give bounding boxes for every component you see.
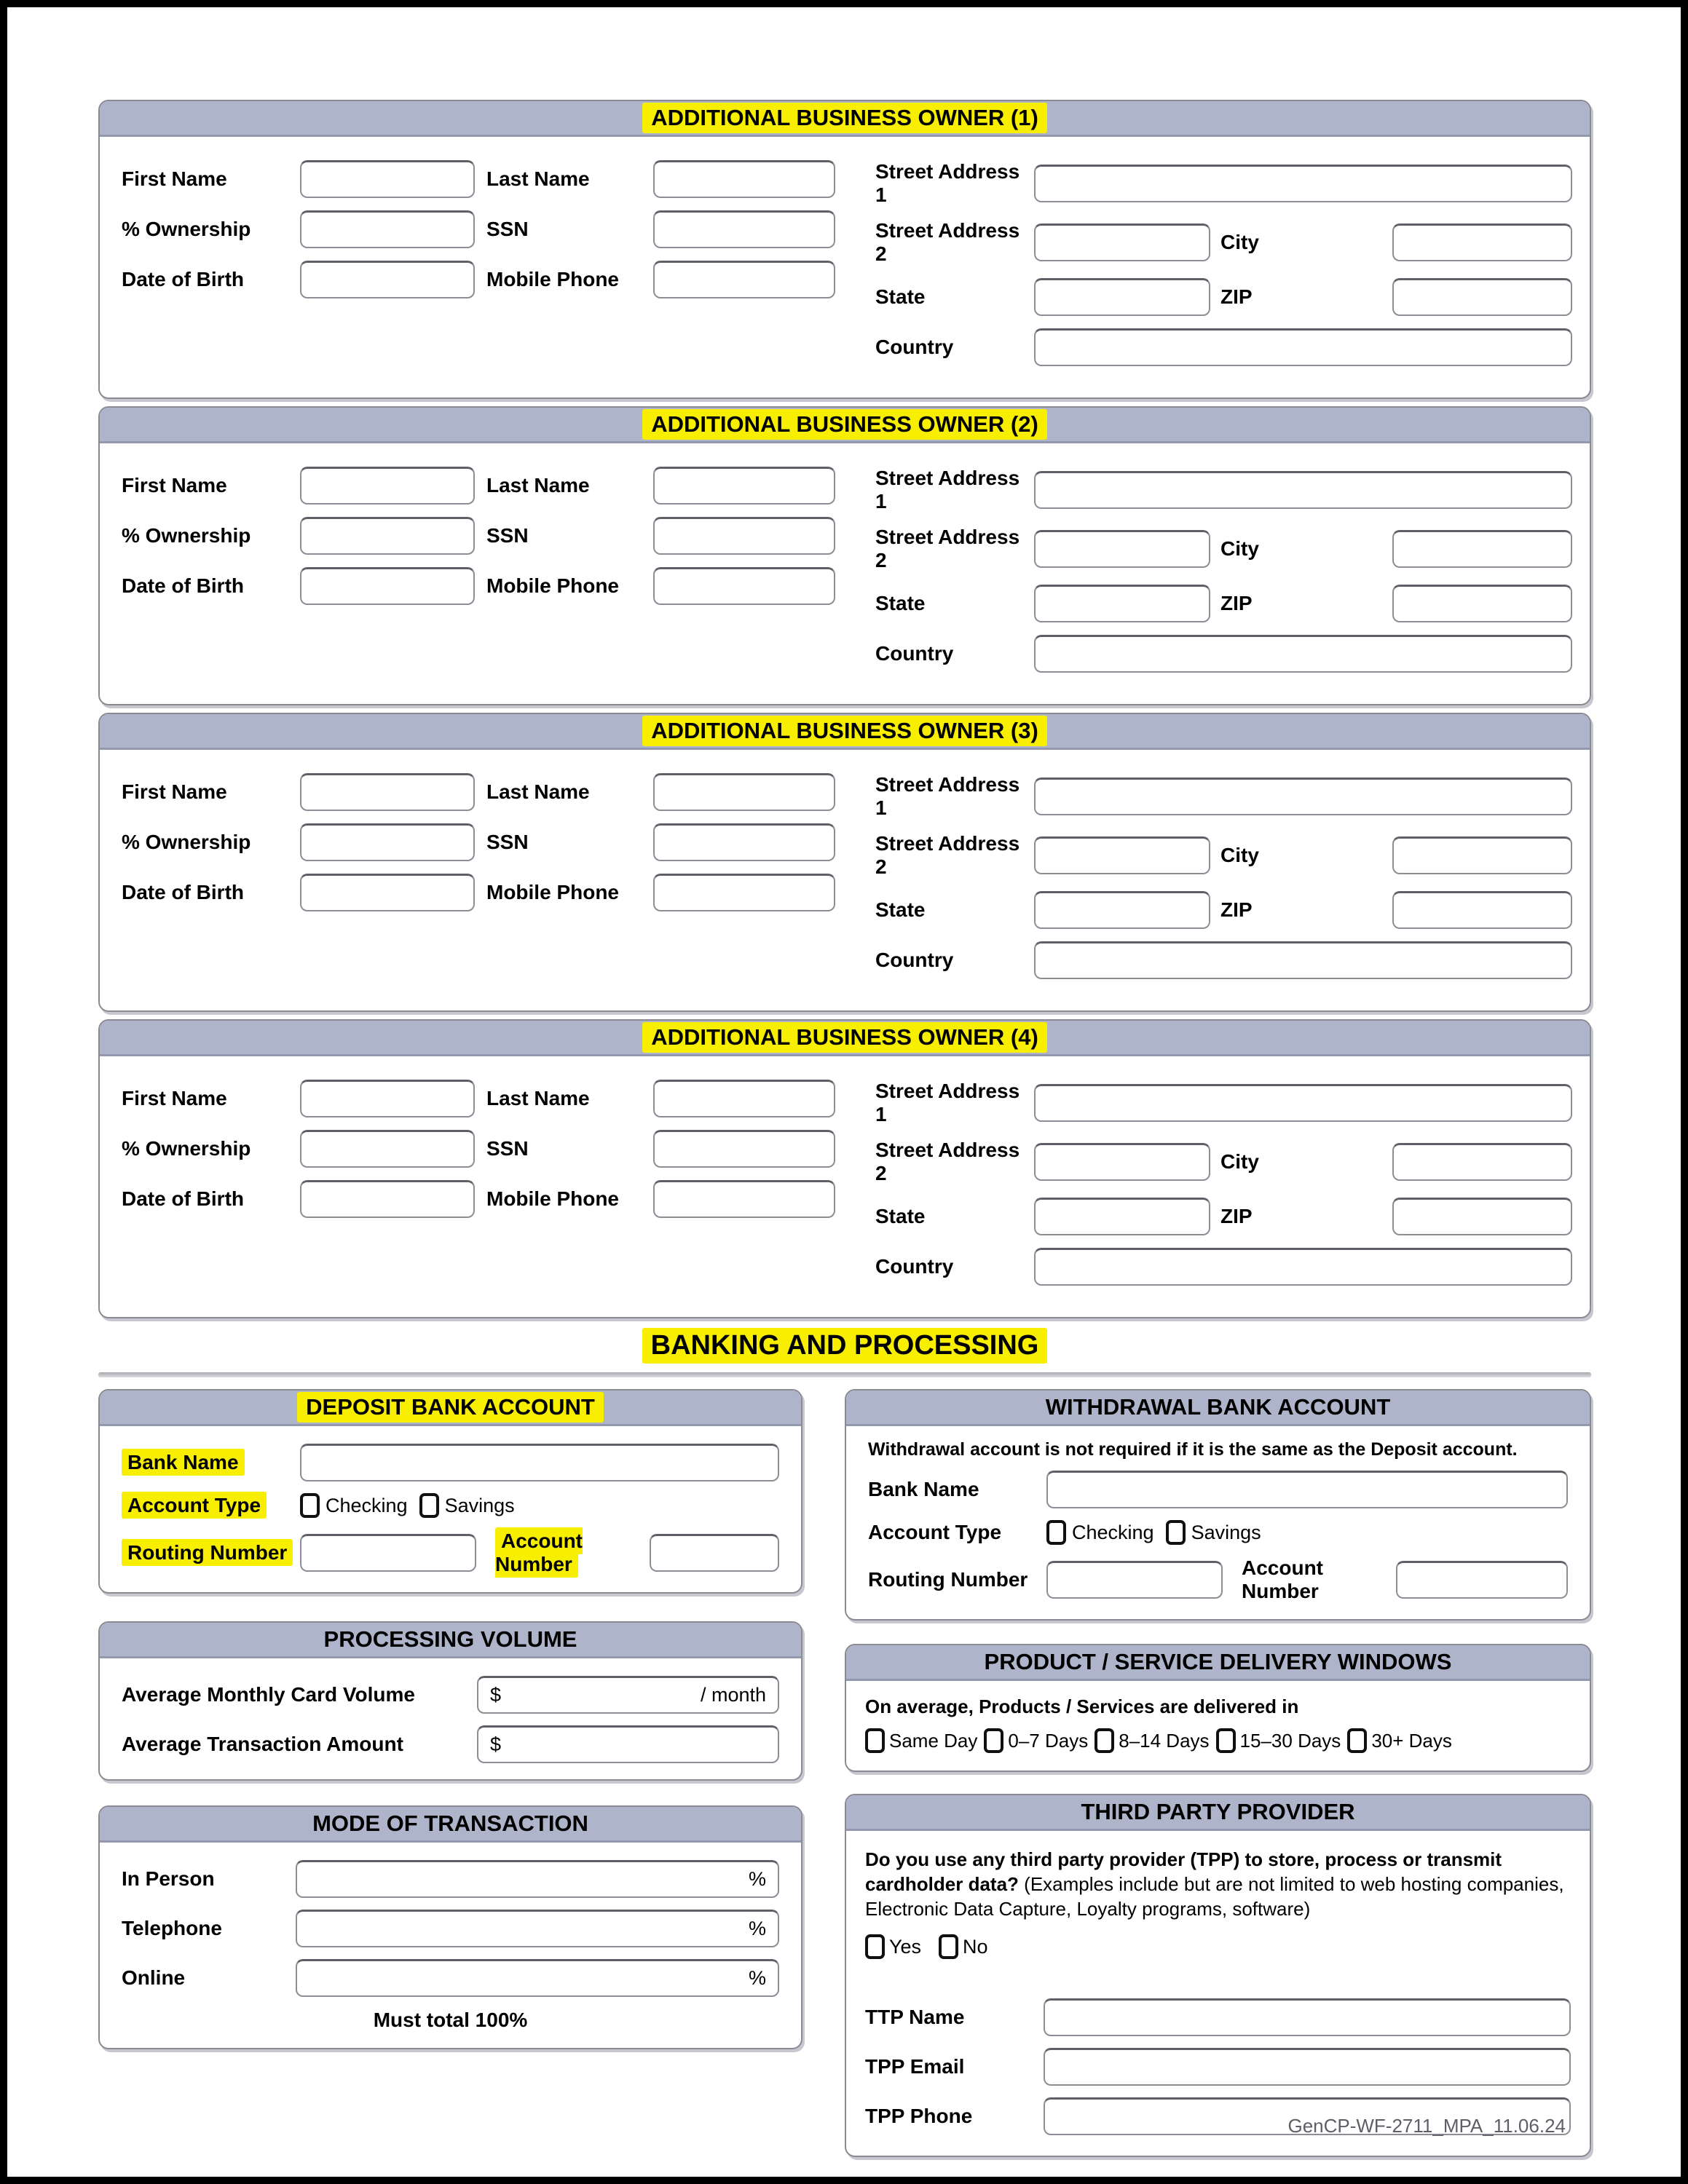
street1-input[interactable]	[1034, 165, 1572, 202]
third-party-yes-no	[865, 1934, 1571, 1959]
zip-input[interactable]	[1392, 1198, 1572, 1235]
country-label: Country	[875, 949, 954, 971]
delivery-windows-title: PRODUCT / SERVICE DELIVERY WINDOWS	[984, 1649, 1452, 1674]
first-name-label: First Name	[122, 1087, 227, 1109]
last-name-input[interactable]	[653, 160, 835, 198]
street1-label: Street Address 1	[875, 160, 1020, 206]
first-name-label: First Name	[122, 474, 227, 496]
withdrawal-account-type-options	[1046, 1520, 1273, 1545]
ownership-label: % Ownership	[122, 831, 251, 853]
processing-volume-header	[100, 1623, 801, 1658]
mode-of-transaction-header	[100, 1807, 801, 1843]
owner-section-body	[100, 443, 1590, 704]
withdrawal-account-number-label: Account Number	[1242, 1556, 1323, 1602]
tpp-no-checkbox[interactable]	[939, 1934, 958, 1959]
country-label: Country	[875, 642, 954, 665]
city-input[interactable]	[1392, 223, 1572, 261]
owner-section-body	[100, 1056, 1590, 1317]
deposit-checking-label: Checking	[326, 1494, 408, 1516]
8-14-days-label: 8–14 Days	[1119, 1729, 1210, 1752]
withdrawal-checking-label: Checking	[1072, 1521, 1154, 1543]
city-input[interactable]	[1392, 530, 1572, 568]
withdrawal-bank-name-label: Bank Name	[868, 1478, 979, 1500]
city-input[interactable]	[1392, 836, 1572, 874]
deposit-routing-label: Routing Number	[122, 1541, 300, 1564]
street2-input[interactable]	[1034, 223, 1210, 261]
dob-label: Date of Birth	[122, 574, 244, 597]
country-label: Country	[875, 1255, 954, 1278]
delivery-windows-header	[846, 1645, 1590, 1681]
owner-section-header	[100, 408, 1590, 443]
mobile-phone-input[interactable]	[653, 874, 835, 911]
banking-title-row	[98, 1327, 1591, 1364]
third-party-header	[846, 1795, 1590, 1831]
owner-section-header	[100, 714, 1590, 750]
tpp-yes-label: Yes	[889, 1935, 922, 1958]
first-name-label: First Name	[122, 167, 227, 190]
city-label: City	[1220, 844, 1259, 866]
ssn-input[interactable]	[653, 210, 835, 248]
mobile-phone-input[interactable]	[653, 567, 835, 605]
third-party-title: THIRD PARTY PROVIDER	[1081, 1799, 1355, 1824]
country-input[interactable]	[1034, 328, 1572, 366]
owner-section-body	[100, 137, 1590, 397]
avg-monthly-volume-input[interactable]	[477, 1676, 779, 1714]
percent-suffix: %	[748, 1918, 766, 1939]
in-person-percent-input[interactable]	[296, 1860, 779, 1898]
tpp-no-label: No	[963, 1935, 988, 1958]
deposit-routing-input[interactable]	[300, 1534, 476, 1572]
street1-label: Street Address 1	[875, 467, 1020, 513]
first-name-input[interactable]	[300, 467, 475, 505]
street1-label: Street Address 1	[875, 1080, 1020, 1125]
owner-section-title: ADDITIONAL BUSINESS OWNER (1)	[642, 103, 1047, 133]
mobile-phone-label: Mobile Phone	[486, 268, 619, 290]
state-input[interactable]	[1034, 278, 1210, 316]
delivery-windows-body	[846, 1681, 1590, 1770]
deposit-title: DEPOSIT BANK ACCOUNT	[297, 1392, 604, 1423]
zip-label: ZIP	[1220, 285, 1253, 308]
dollar-prefix: $	[490, 1684, 502, 1706]
percent-suffix: %	[748, 1967, 766, 1989]
ttp-name-input[interactable]	[1044, 1998, 1571, 2036]
street2-label: Street Address 2	[875, 526, 1020, 571]
form-version-footer: GenCP-WF-2711_MPA_11.06.24	[1287, 2115, 1566, 2137]
zip-label: ZIP	[1220, 1205, 1253, 1227]
city-label: City	[1220, 537, 1259, 560]
mobile-phone-label: Mobile Phone	[486, 881, 619, 903]
country-input[interactable]	[1034, 635, 1572, 673]
mode-of-transaction-panel	[98, 1805, 802, 2049]
state-input[interactable]	[1034, 585, 1210, 622]
street1-label: Street Address 1	[875, 773, 1020, 819]
deposit-bank-account-panel	[98, 1389, 802, 1594]
third-party-question-detail: (Examples include but are not limited to web hosting companies, Electronic Data Capture, Loyalty programs, software)	[865, 1873, 1564, 1920]
last-name-input[interactable]	[653, 467, 835, 505]
banking-columns	[98, 1389, 1591, 2157]
state-label: State	[875, 898, 926, 921]
tpp-yes-checkbox[interactable]	[865, 1934, 885, 1959]
deposit-body	[100, 1426, 801, 1592]
ownership-input[interactable]	[300, 823, 475, 861]
state-label: State	[875, 285, 926, 308]
owner-section-title: ADDITIONAL BUSINESS OWNER (2)	[642, 409, 1047, 440]
withdrawal-savings-checkbox[interactable]	[1166, 1520, 1186, 1545]
street2-label: Street Address 2	[875, 1139, 1020, 1184]
dob-input[interactable]	[300, 874, 475, 911]
owner-section-header	[100, 1021, 1590, 1056]
withdrawal-checking-checkbox[interactable]	[1046, 1520, 1066, 1545]
street2-input[interactable]	[1034, 530, 1210, 568]
first-name-input[interactable]	[300, 773, 475, 811]
city-input[interactable]	[1392, 1143, 1572, 1181]
owner-section-title: ADDITIONAL BUSINESS OWNER (4)	[642, 1022, 1047, 1053]
deposit-header	[100, 1390, 801, 1426]
street1-input[interactable]	[1034, 778, 1572, 815]
owner-section	[98, 406, 1591, 705]
ownership-label: % Ownership	[122, 1137, 251, 1160]
per-month-suffix: / month	[700, 1684, 766, 1706]
online-label: Online	[122, 1966, 186, 1989]
avg-transaction-amount-input[interactable]	[477, 1725, 779, 1763]
withdrawal-account-number-input[interactable]	[1396, 1561, 1568, 1599]
ssn-label: SSN	[486, 1137, 529, 1160]
dob-label: Date of Birth	[122, 881, 244, 903]
withdrawal-routing-input[interactable]	[1046, 1561, 1223, 1599]
owner-section	[98, 713, 1591, 1012]
dob-input[interactable]	[300, 1180, 475, 1218]
must-total-note: Must total 100%	[373, 2009, 528, 2031]
ssn-label: SSN	[486, 524, 529, 547]
zip-input[interactable]	[1392, 585, 1572, 622]
15-30-days-checkbox[interactable]	[1216, 1728, 1236, 1753]
online-percent-input[interactable]	[296, 1959, 779, 1997]
third-party-provider-panel	[845, 1794, 1591, 2157]
dollar-prefix: $	[490, 1733, 502, 1755]
withdrawal-body	[846, 1426, 1590, 1619]
zip-input[interactable]	[1392, 891, 1572, 929]
30-plus-days-checkbox[interactable]	[1347, 1728, 1367, 1753]
withdrawal-title: WITHDRAWAL BANK ACCOUNT	[1045, 1394, 1391, 1420]
owner-sections-container	[98, 100, 1591, 1318]
withdrawal-header	[846, 1390, 1590, 1426]
processing-volume-title: PROCESSING VOLUME	[323, 1626, 577, 1652]
mobile-phone-label: Mobile Phone	[486, 1187, 619, 1210]
avg-transaction-amount-label: Average Transaction Amount	[122, 1733, 403, 1755]
street1-input[interactable]	[1034, 471, 1572, 509]
street2-input[interactable]	[1034, 1143, 1210, 1181]
city-label: City	[1220, 1150, 1259, 1173]
right-column	[845, 1389, 1591, 2157]
dob-label: Date of Birth	[122, 268, 244, 290]
tpp-email-label: TPP Email	[865, 2055, 965, 2078]
last-name-label: Last Name	[486, 780, 590, 803]
in-person-label: In Person	[122, 1867, 215, 1890]
banking-processing-title: BANKING AND PROCESSING	[642, 1328, 1048, 1364]
percent-suffix: %	[748, 1868, 766, 1890]
mode-of-transaction-title: MODE OF TRANSACTION	[312, 1811, 588, 1836]
country-label: Country	[875, 336, 954, 358]
withdrawal-note: Withdrawal account is not required if it is the same as the Deposit account.	[868, 1439, 1518, 1460]
country-input[interactable]	[1034, 941, 1572, 979]
15-30-days-label: 15–30 Days	[1239, 1729, 1341, 1752]
ssn-input[interactable]	[653, 823, 835, 861]
mode-of-transaction-body	[100, 1843, 801, 2048]
mobile-phone-input[interactable]	[653, 261, 835, 298]
telephone-label: Telephone	[122, 1917, 222, 1939]
ownership-input[interactable]	[300, 517, 475, 555]
ownership-input[interactable]	[300, 1130, 475, 1168]
section-divider	[98, 1372, 1591, 1377]
deposit-account-type-options	[300, 1493, 526, 1518]
ssn-label: SSN	[486, 831, 529, 853]
street1-input[interactable]	[1034, 1084, 1572, 1122]
last-name-label: Last Name	[486, 167, 590, 190]
same-day-checkbox[interactable]	[865, 1728, 885, 1753]
dob-input[interactable]	[300, 567, 475, 605]
delivery-windows-panel	[845, 1644, 1591, 1772]
owner-section-title: ADDITIONAL BUSINESS OWNER (3)	[642, 716, 1047, 746]
third-party-question-bold: Do you use any third party provider (TPP) to store, process or transmit cardholder data?	[865, 1848, 1502, 1895]
deposit-bank-name-input[interactable]	[300, 1444, 779, 1481]
state-label: State	[875, 1205, 926, 1227]
state-input[interactable]	[1034, 891, 1210, 929]
deposit-account-number-input[interactable]	[650, 1534, 779, 1572]
processing-volume-body	[100, 1658, 801, 1779]
30-plus-days-label: 30+ Days	[1371, 1729, 1452, 1752]
ownership-input[interactable]	[300, 210, 475, 248]
owner-section-header	[100, 101, 1590, 137]
withdrawal-account-type-label: Account Type	[868, 1521, 1002, 1543]
last-name-input[interactable]	[653, 773, 835, 811]
deposit-bank-name-label: Bank Name	[122, 1451, 300, 1474]
deposit-savings-label: Savings	[444, 1494, 515, 1516]
withdrawal-bank-account-panel	[845, 1389, 1591, 1621]
country-input[interactable]	[1034, 1248, 1572, 1286]
0-7-days-label: 0–7 Days	[1008, 1729, 1089, 1752]
deposit-savings-checkbox[interactable]	[419, 1493, 439, 1518]
street2-input[interactable]	[1034, 836, 1210, 874]
city-label: City	[1220, 231, 1259, 253]
third-party-question	[865, 1847, 1571, 1921]
mobile-phone-label: Mobile Phone	[486, 574, 619, 597]
deposit-account-number-label: Account Number	[476, 1530, 650, 1576]
street2-label: Street Address 2	[875, 832, 1020, 878]
processing-volume-panel	[98, 1621, 802, 1781]
first-name-input[interactable]	[300, 1080, 475, 1117]
third-party-body	[846, 1831, 1590, 2156]
ssn-input[interactable]	[653, 1130, 835, 1168]
zip-label: ZIP	[1220, 592, 1253, 614]
ssn-input[interactable]	[653, 517, 835, 555]
state-input[interactable]	[1034, 1198, 1210, 1235]
owner-section-body	[100, 750, 1590, 1010]
last-name-input[interactable]	[653, 1080, 835, 1117]
first-name-label: First Name	[122, 780, 227, 803]
tpp-phone-label: TPP Phone	[865, 2105, 973, 2127]
withdrawal-savings-label: Savings	[1191, 1521, 1261, 1543]
ownership-label: % Ownership	[122, 524, 251, 547]
zip-input[interactable]	[1392, 278, 1572, 316]
dob-label: Date of Birth	[122, 1187, 244, 1210]
owner-section	[98, 1019, 1591, 1318]
withdrawal-routing-label: Routing Number	[868, 1568, 1028, 1591]
last-name-label: Last Name	[486, 474, 590, 496]
ttp-name-label: TTP Name	[865, 2006, 965, 2028]
avg-monthly-volume-label: Average Monthly Card Volume	[122, 1683, 415, 1706]
0-7-days-checkbox[interactable]	[984, 1728, 1003, 1753]
mobile-phone-input[interactable]	[653, 1180, 835, 1218]
dob-input[interactable]	[300, 261, 475, 298]
zip-label: ZIP	[1220, 898, 1253, 921]
telephone-percent-input[interactable]	[296, 1910, 779, 1947]
8-14-days-checkbox[interactable]	[1095, 1728, 1114, 1753]
owner-section	[98, 100, 1591, 399]
last-name-label: Last Name	[486, 1087, 590, 1109]
delivery-windows-options	[865, 1728, 1572, 1753]
withdrawal-bank-name-input[interactable]	[1046, 1471, 1568, 1508]
deposit-account-type-label: Account Type	[122, 1494, 300, 1517]
deposit-checking-checkbox[interactable]	[300, 1493, 320, 1518]
delivery-windows-prompt: On average, Products / Services are delivered in	[865, 1696, 1299, 1717]
state-label: State	[875, 592, 926, 614]
left-column	[98, 1389, 802, 2049]
tpp-email-input[interactable]	[1044, 2048, 1571, 2086]
ownership-label: % Ownership	[122, 218, 251, 240]
street2-label: Street Address 2	[875, 219, 1020, 265]
first-name-input[interactable]	[300, 160, 475, 198]
ssn-label: SSN	[486, 218, 529, 240]
same-day-label: Same Day	[889, 1729, 978, 1752]
